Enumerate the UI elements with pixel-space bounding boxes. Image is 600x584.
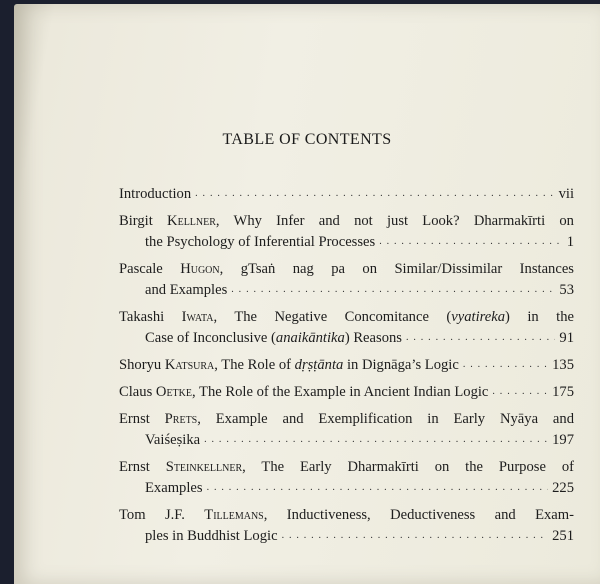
text-segment: Case of Inconclusive ( — [145, 330, 276, 346]
page-number: 1 — [566, 234, 574, 250]
entry-title: , Inductiveness, Deductiveness and Exam- — [263, 507, 574, 523]
entry-title-cont: Vaiśeṣika — [145, 432, 201, 448]
entry-title-cont: Examples — [145, 480, 203, 496]
dot-leader — [207, 476, 549, 491]
entry-title — [119, 355, 459, 376]
page-number: vii — [558, 186, 574, 202]
toc-entry-hugon[interactable] — [119, 259, 574, 301]
author-last: Katsura — [164, 357, 215, 373]
author-first: Ernst — [119, 411, 150, 427]
author-first: Pascale — [119, 261, 163, 277]
page-number: 135 — [552, 357, 574, 373]
page-title: TABLE OF CONTENTS — [222, 131, 392, 148]
dot-leader — [463, 353, 548, 368]
entry-title: , The Early Dharmakīrti on the Purpose of — [242, 459, 574, 475]
entry-title-cont: the Psychology of Inferential Processes — [145, 234, 376, 250]
author-first: Tom J.F. — [119, 507, 185, 523]
entry-title: , Why Infer and not just Look? Dharmakīrti on — [215, 213, 574, 229]
author-last: Iwata — [181, 309, 214, 325]
dot-leader — [379, 230, 563, 245]
entry-title: Introduction — [119, 186, 192, 202]
page-number: 53 — [559, 282, 574, 298]
entry-title-italic: vyatireka — [451, 309, 506, 325]
toc-entry-oetke[interactable] — [119, 382, 574, 403]
dot-leader — [195, 182, 554, 197]
entry-title-cont: ples in Buddhist Logic — [145, 528, 278, 544]
toc-entry-steinkellner[interactable] — [119, 457, 574, 499]
page-number: 91 — [559, 330, 574, 346]
table-of-contents — [119, 184, 574, 553]
author-first: Birgit — [119, 213, 153, 229]
author-last: Tillemans — [204, 507, 264, 523]
page-number: 175 — [552, 384, 574, 400]
author-last: Prets — [164, 411, 198, 427]
entry-title: , gTsaṅ nag pa on Similar/Dissimilar Instances — [219, 261, 574, 277]
dot-leader — [282, 524, 549, 539]
page-number: 197 — [552, 432, 574, 448]
text-segment: , The Role of — [214, 357, 295, 373]
toc-entry-iwata[interactable] — [119, 307, 574, 349]
text-segment: in Dignāga’s Logic — [343, 357, 459, 373]
book-page — [14, 4, 600, 584]
entry-title-cont — [145, 328, 402, 349]
text-segment: , The Role of the Example in Ancient Indian Logic — [192, 384, 489, 400]
author-first: Takashi — [119, 309, 165, 325]
toc-entry-kellner[interactable] — [119, 211, 574, 253]
entry-title — [119, 382, 488, 403]
author-last: Oetke — [155, 384, 192, 400]
entry-title: , The Negative Concomitance ( — [213, 309, 452, 325]
author-first: Claus — [119, 384, 153, 400]
toc-entry-tillemans[interactable] — [119, 505, 574, 547]
page-number: 251 — [552, 528, 574, 544]
text-segment-italic: dṛṣṭānta — [294, 357, 344, 373]
page-number: 225 — [552, 480, 574, 496]
author-last: Steinkellner — [165, 459, 243, 475]
author-first: Ernst — [119, 459, 150, 475]
dot-leader — [204, 428, 548, 443]
toc-entry-prets[interactable] — [119, 409, 574, 451]
text-segment: ) Reasons — [344, 330, 402, 346]
dot-leader — [406, 326, 555, 341]
entry-title: ) in the — [505, 309, 574, 325]
text-segment-italic: anaikāntika — [275, 330, 345, 346]
entry-title: , Example and Exemplification in Early Nyāya and — [197, 411, 574, 427]
author-last: Hugon — [180, 261, 220, 277]
toc-entry-introduction[interactable] — [119, 184, 574, 205]
dot-leader — [492, 380, 548, 395]
author-last: Kellner — [167, 213, 216, 229]
author-first: Shoryu — [119, 357, 162, 373]
entry-title-cont: and Examples — [145, 282, 228, 298]
toc-entry-katsura[interactable] — [119, 355, 574, 376]
dot-leader — [231, 278, 555, 293]
